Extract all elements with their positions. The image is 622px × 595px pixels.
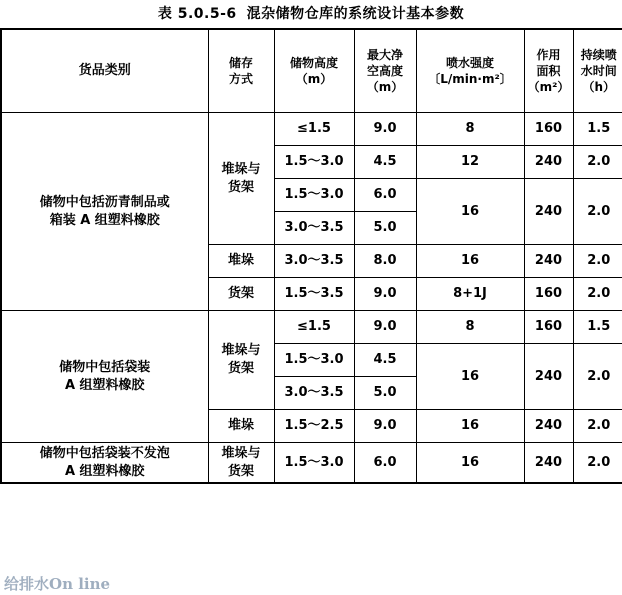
cell-max-clearance: 9.0 (354, 410, 416, 443)
table-caption-number: 表 5.0.5-6 (157, 6, 237, 22)
cell-spray-density: 8 (416, 311, 524, 344)
cell-storage-mode (208, 113, 274, 245)
cell-duration: 2.0 (573, 410, 622, 443)
cell-storage-mode-line: 货架 (227, 179, 254, 195)
cell-storage-height: 1.5～3.0 (274, 146, 354, 179)
table-caption-title: 混杂储物仓库的系统设计基本参数 (246, 6, 465, 22)
cell-category-line: A 组塑料橡胶 (64, 377, 145, 393)
cell-max-clearance: 4.5 (354, 146, 416, 179)
col-header-operating-area (524, 29, 573, 113)
cell-max-clearance: 9.0 (354, 311, 416, 344)
cell-storage-mode-line: 堆垛与 (221, 161, 261, 177)
col-header-spray-density-line1: 喷水强度 (445, 55, 494, 70)
cell-duration: 2.0 (573, 443, 622, 484)
col-header-storage-mode-line1: 储存 (228, 55, 253, 70)
cell-storage-mode-line: 货架 (227, 463, 254, 479)
cell-storage-height: ≤1.5 (274, 113, 354, 146)
cell-category-line: 储物中包括沥青制品或 (39, 194, 170, 210)
cell-spray-density: 8 (416, 113, 524, 146)
cell-operating-area: 160 (524, 113, 573, 146)
cell-max-clearance: 8.0 (354, 245, 416, 278)
col-header-max-clearance-line2: 空高度 (366, 63, 403, 78)
table-row (1, 113, 622, 146)
cell-category (1, 311, 208, 443)
cell-storage-mode: 堆垛 (208, 410, 274, 443)
cell-storage-height: 1.5～3.5 (274, 278, 354, 311)
cell-storage-mode: 货架 (208, 278, 274, 311)
cell-max-clearance: 5.0 (354, 212, 416, 245)
cell-max-clearance: 5.0 (354, 377, 416, 410)
cell-spray-density: 16 (416, 410, 524, 443)
cell-duration: 2.0 (573, 344, 622, 410)
cell-category-line: A 组塑料橡胶 (64, 463, 145, 479)
cell-storage-height: 3.0～3.5 (274, 212, 354, 245)
cell-spray-density: 16 (416, 344, 524, 410)
cell-duration: 1.5 (573, 113, 622, 146)
cell-category-line: 储物中包括袋装不发泡 (39, 446, 170, 461)
cell-storage-height: 1.5～3.0 (274, 344, 354, 377)
cell-storage-height: 1.5～3.0 (274, 179, 354, 212)
table-row (1, 311, 622, 344)
cell-spray-density: 16 (416, 245, 524, 278)
col-header-operating-area-line2: 面积 (536, 63, 561, 78)
cell-storage-height: 1.5～3.0 (274, 443, 354, 484)
col-header-duration (573, 29, 622, 113)
table-caption (0, 0, 622, 28)
col-header-storage-height (274, 29, 354, 113)
cell-duration: 2.0 (573, 278, 622, 311)
cell-operating-area: 160 (524, 278, 573, 311)
cell-category-line: 储物中包括袋装 (59, 359, 151, 375)
cell-max-clearance: 9.0 (354, 278, 416, 311)
col-header-duration-line2: 水时间 (580, 63, 617, 78)
cell-operating-area: 240 (524, 179, 573, 245)
cell-max-clearance: 6.0 (354, 179, 416, 212)
cell-storage-height: 1.5～2.5 (274, 410, 354, 443)
cell-storage-mode (208, 443, 274, 484)
col-header-category-line1: 货品类别 (78, 63, 131, 79)
col-header-spray-density (416, 29, 524, 113)
cell-duration: 1.5 (573, 311, 622, 344)
watermark (4, 573, 110, 594)
cell-operating-area: 240 (524, 344, 573, 410)
cell-category (1, 113, 208, 311)
cell-operating-area: 240 (524, 410, 573, 443)
cell-storage-height: 3.0～3.5 (274, 245, 354, 278)
col-header-storage-height-line2: （m） (295, 72, 333, 86)
cell-spray-density: 8+1J (416, 278, 524, 311)
cell-max-clearance: 9.0 (354, 113, 416, 146)
cell-operating-area: 240 (524, 245, 573, 278)
col-header-duration-line1: 持续喷 (580, 47, 617, 62)
col-header-storage-mode (208, 29, 274, 113)
col-header-storage-mode-line2: 方式 (228, 72, 253, 86)
col-header-max-clearance-line3: （m） (366, 80, 404, 95)
cell-storage-mode (208, 311, 274, 410)
col-header-operating-area-line3: （m²） (527, 80, 570, 95)
cell-storage-height: ≤1.5 (274, 311, 354, 344)
cell-category-line: 箱装 A 组塑料橡胶 (49, 212, 160, 228)
cell-operating-area: 240 (524, 146, 573, 179)
table-header (1, 29, 622, 113)
table-header-row (1, 29, 622, 113)
cell-operating-area: 240 (524, 443, 573, 484)
col-header-max-clearance (354, 29, 416, 113)
col-header-max-clearance-line1: 最大净 (366, 47, 403, 62)
col-header-spray-density-line2: 〔L/min·m²〕 (428, 72, 512, 86)
cell-storage-mode: 堆垛 (208, 245, 274, 278)
cell-duration: 2.0 (573, 245, 622, 278)
table-row (1, 443, 622, 484)
cell-duration: 2.0 (573, 146, 622, 179)
cell-operating-area: 160 (524, 311, 573, 344)
cell-duration: 2.0 (573, 179, 622, 245)
cell-category (1, 443, 208, 484)
cell-max-clearance: 6.0 (354, 443, 416, 484)
col-header-operating-area-line1: 作用 (536, 47, 561, 62)
cell-spray-density: 16 (416, 443, 524, 484)
cell-spray-density: 12 (416, 146, 524, 179)
parameters-table (0, 28, 622, 484)
col-header-category (1, 29, 208, 113)
col-header-duration-line3: （h） (582, 80, 616, 95)
cell-storage-mode-line: 堆垛与 (221, 343, 261, 359)
watermark-text: 给排水On line (4, 575, 111, 593)
cell-spray-density: 16 (416, 179, 524, 245)
cell-max-clearance: 4.5 (354, 344, 416, 377)
cell-storage-mode-line: 货架 (227, 361, 254, 376)
col-header-storage-height-line1: 储物高度 (289, 55, 338, 70)
cell-storage-mode-line: 堆垛与 (221, 446, 261, 461)
cell-storage-height: 3.0～3.5 (274, 377, 354, 410)
table-body (1, 113, 622, 484)
